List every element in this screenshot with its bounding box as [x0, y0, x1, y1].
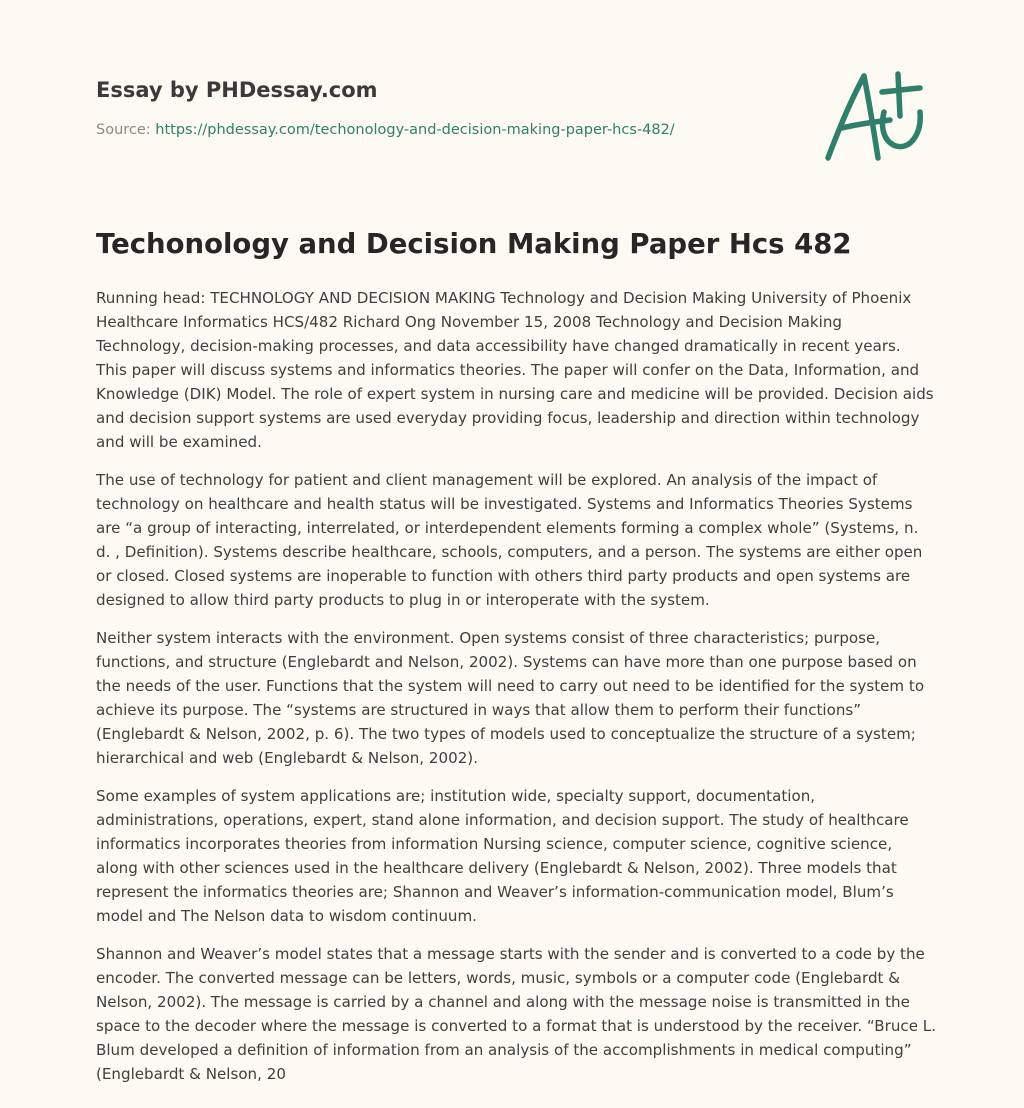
paragraph: Running head: TECHNOLOGY AND DECISION MAKING Technology and Decision Making University of Phoenix Healthcare Informatics HCS/482 Richard Ong November 15, 2008 Technology and Decision Making Technology, decision-making processes, and data accessibility have changed dramatically in recent years. This paper will discuss systems and informatics theories. The paper will confer on the Data, Information, and Knowledge (DIK) Model. The role of expert system in nursing care and medicine will be provided. Decision aids and decision support systems are used everyday providing focus, leadership and direction within technology and will be examined.: [96, 289, 934, 451]
paragraph: Some examples of system applications are; institution wide, specialty support, documentation, administrations, operations, expert, stand alone information, and decision support. The study of healthcare informatics incorporates theories from information Nursing science, computer science, cognitive science, along with other sciences used in the healthcare delivery (Englebardt & Nelson, 2002). Three models that represent the informatics theories are; Shannon and Weaver’s information-communication model, Blum’s model and The Nelson data to wisdom continuum.: [96, 787, 909, 925]
paragraph: Shannon and Weaver’s model states that a message starts with the sender and is converted to a code by the encoder. The converted message can be letters, words, music, symbols or a computer code (Englebardt & Nelson, 2002). The message is carried by a channel and along with the message noise is transmitted in the space to the decoder where the message is converted to a format that is understood by the receiver. “Bruce L. Blum developed a definition of information from an analysis of the accomplishments in medical computing” (Englebardt & Nelson, 20: [96, 945, 937, 1083]
site-brand: Essay by PHDessay.com: [96, 78, 378, 102]
essay-body: [96, 286, 936, 1100]
paragraph: The use of technology for patient and client management will be explored. An analysis of the impact of technology on healthcare and health status will be investigated. Systems and Informatics Theories Systems are “a group of interacting, interrelated, or interdependent elements forming a complex whole” (Systems, n. d. , Definition). Systems describe healthcare, schools, computers, and a person. The systems are either open or closed. Closed systems are inoperable to function with others third party products and open systems are designed to allow third party products to plug in or interoperate with the system.: [96, 471, 923, 609]
paragraph: Neither system interacts with the environment. Open systems consist of three characteristics; purpose, functions, and structure (Englebardt and Nelson, 2002). Systems can have more than one purpose based on the needs of the user. Functions that the system will need to carry out need to be identified for the system to achieve its purpose. The “systems are structured in ways that allow them to perform their functions” (Englebardt & Nelson, 2002, p. 6). The two types of models used to conceptualize the structure of a system; hierarchical and web (Englebardt & Nelson, 2002).: [96, 629, 925, 767]
essay-title: Techonology and Decision Making Paper Hcs 482: [96, 228, 852, 260]
source-label: Source:: [96, 122, 156, 138]
source-line: [96, 120, 796, 140]
a-plus-grade-icon: [818, 66, 930, 166]
source-link[interactable]: https://phdessay.com/techonology-and-decision-making-paper-hcs-482/: [155, 122, 675, 138]
page-header: [96, 76, 796, 140]
